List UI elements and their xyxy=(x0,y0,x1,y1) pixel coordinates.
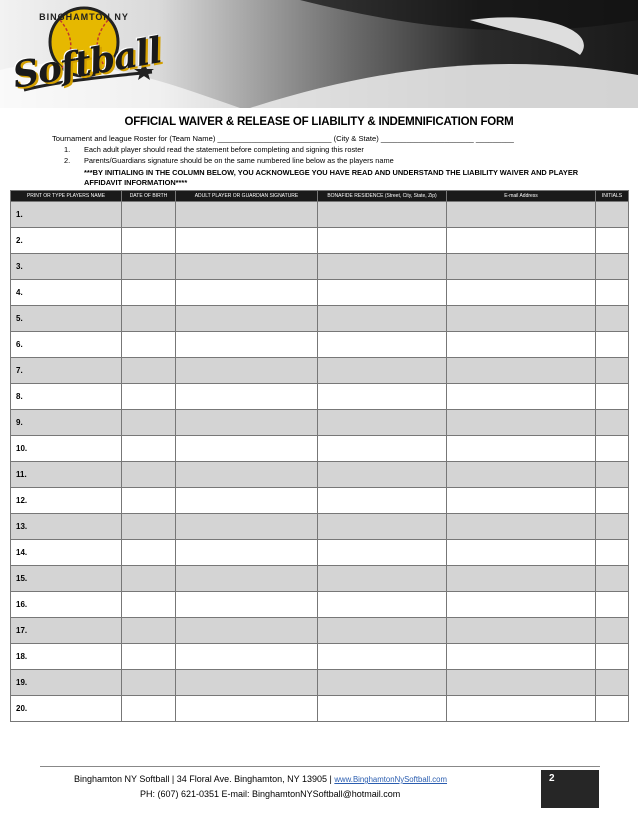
email-cell[interactable] xyxy=(447,670,596,696)
residence-cell[interactable] xyxy=(318,436,447,462)
residence-cell[interactable] xyxy=(318,332,447,358)
footer-contact: PH: (607) 621-0351 E-mail: BinghamtonNYSoftball@hotmail.com xyxy=(140,789,401,799)
table-row xyxy=(11,670,629,696)
residence-cell[interactable] xyxy=(318,306,447,332)
signature-cell[interactable] xyxy=(176,696,318,722)
logo-arc-text: BINGHAMTON NY xyxy=(39,12,129,22)
initials-cell[interactable] xyxy=(596,358,629,384)
signature-cell[interactable] xyxy=(176,592,318,618)
residence-cell[interactable] xyxy=(318,384,447,410)
initials-cell[interactable] xyxy=(596,618,629,644)
email-cell[interactable] xyxy=(447,254,596,280)
residence-cell[interactable] xyxy=(318,514,447,540)
dob-cell[interactable] xyxy=(122,254,176,280)
initials-cell[interactable] xyxy=(596,436,629,462)
name-cell[interactable]: 2. xyxy=(11,228,122,254)
initials-cell[interactable] xyxy=(596,462,629,488)
footer-org-address: Binghamton NY Softball | 34 Floral Ave. Binghamton, NY 13905 | xyxy=(74,774,335,784)
table-row xyxy=(11,696,629,722)
dob-cell[interactable] xyxy=(122,644,176,670)
initials-cell[interactable] xyxy=(596,566,629,592)
email-cell[interactable] xyxy=(447,410,596,436)
table-row xyxy=(11,618,629,644)
website-link[interactable]: www.BinghamtonNySoftball.com xyxy=(334,775,448,784)
email-cell[interactable] xyxy=(447,618,596,644)
signature-cell[interactable] xyxy=(176,618,318,644)
name-cell[interactable]: 7. xyxy=(11,358,122,384)
signature-cell[interactable] xyxy=(176,540,318,566)
initials-cell[interactable] xyxy=(596,202,629,228)
table-row xyxy=(11,592,629,618)
email-cell[interactable] xyxy=(447,436,596,462)
name-cell[interactable]: 19. xyxy=(11,670,122,696)
table-row xyxy=(11,280,629,306)
instruction-item xyxy=(64,156,394,165)
footer-divider xyxy=(40,766,600,767)
dob-cell[interactable] xyxy=(122,670,176,696)
dob-cell[interactable] xyxy=(122,202,176,228)
signature-cell[interactable] xyxy=(176,644,318,670)
email-cell[interactable] xyxy=(447,332,596,358)
footer-address xyxy=(74,774,447,784)
residence-cell[interactable] xyxy=(318,254,447,280)
dob-cell[interactable] xyxy=(122,566,176,592)
signature-cell[interactable] xyxy=(176,670,318,696)
page-number: 2 xyxy=(541,770,599,808)
initials-cell[interactable] xyxy=(596,670,629,696)
residence-cell[interactable] xyxy=(318,488,447,514)
dob-cell[interactable] xyxy=(122,306,176,332)
name-cell[interactable]: 10. xyxy=(11,436,122,462)
table-header-row xyxy=(11,191,629,202)
signature-cell[interactable] xyxy=(176,280,318,306)
table-row xyxy=(11,228,629,254)
signature-cell[interactable] xyxy=(176,514,318,540)
initials-cell[interactable] xyxy=(596,254,629,280)
residence-cell[interactable] xyxy=(318,540,447,566)
signature-cell[interactable] xyxy=(176,410,318,436)
residence-cell[interactable] xyxy=(318,228,447,254)
signature-cell[interactable] xyxy=(176,332,318,358)
residence-cell[interactable] xyxy=(318,358,447,384)
email-cell[interactable] xyxy=(447,592,596,618)
table-row xyxy=(11,644,629,670)
residence-cell[interactable] xyxy=(318,696,447,722)
dob-cell[interactable] xyxy=(122,410,176,436)
table-row xyxy=(11,436,629,462)
name-cell[interactable]: 18. xyxy=(11,644,122,670)
softball-logo xyxy=(4,2,165,106)
table-row xyxy=(11,306,629,332)
name-cell[interactable]: 20. xyxy=(11,696,122,722)
email-cell[interactable] xyxy=(447,384,596,410)
name-cell[interactable]: 1. xyxy=(11,202,122,228)
initials-cell[interactable] xyxy=(596,488,629,514)
column-header-email: E-mail Address xyxy=(447,191,596,202)
column-header-initials: INITIALS xyxy=(596,191,629,202)
initials-cell[interactable] xyxy=(596,280,629,306)
table-row xyxy=(11,540,629,566)
signature-cell[interactable] xyxy=(176,254,318,280)
dob-cell[interactable] xyxy=(122,358,176,384)
table-row xyxy=(11,462,629,488)
residence-cell[interactable] xyxy=(318,280,447,306)
name-cell[interactable]: 14. xyxy=(11,540,122,566)
dob-cell[interactable] xyxy=(122,514,176,540)
column-header-signature: ADULT PLAYER OR GUARDIAN SIGNATURE xyxy=(176,191,318,202)
column-header-residence: BONAFIDE RESIDENCE (Street, City, State, Zip) xyxy=(318,191,447,202)
residence-cell[interactable] xyxy=(318,462,447,488)
logo-script-text: Softball xyxy=(9,29,165,97)
instruction-item xyxy=(64,145,364,154)
roster-table xyxy=(10,190,629,722)
column-header-name: PRINT OR TYPE PLAYERS NAME xyxy=(11,191,122,202)
dob-cell[interactable] xyxy=(122,462,176,488)
acknowledgement-text: ***BY INITIALING IN THE COLUMN BELOW, YOU ACKNOWLEGE YOU HAVE READ AND UNDERSTAND THE LIABILITY WAIVER AND PLAYER AFFIDAVIT INFORMATION**** xyxy=(84,168,579,187)
table-row xyxy=(11,358,629,384)
name-cell[interactable]: 16. xyxy=(11,592,122,618)
name-cell[interactable]: 4. xyxy=(11,280,122,306)
initials-cell[interactable] xyxy=(596,228,629,254)
residence-cell[interactable] xyxy=(318,644,447,670)
initials-cell[interactable] xyxy=(596,384,629,410)
signature-cell[interactable] xyxy=(176,202,318,228)
email-cell[interactable] xyxy=(447,566,596,592)
dob-cell[interactable] xyxy=(122,280,176,306)
email-cell[interactable] xyxy=(447,358,596,384)
roster-team-line: Tournament and league Roster for (Team Name) ___________________________ (City & State) ______________________ _________ xyxy=(52,134,514,143)
dob-cell[interactable] xyxy=(122,540,176,566)
table-row xyxy=(11,514,629,540)
name-cell[interactable]: 15. xyxy=(11,566,122,592)
signature-cell[interactable] xyxy=(176,436,318,462)
dob-cell[interactable] xyxy=(122,332,176,358)
name-cell[interactable]: 6. xyxy=(11,332,122,358)
name-cell[interactable]: 9. xyxy=(11,410,122,436)
instruction-number: 2. xyxy=(64,156,71,165)
name-cell[interactable]: 13. xyxy=(11,514,122,540)
initials-cell[interactable] xyxy=(596,410,629,436)
header-banner xyxy=(0,0,638,108)
table-row xyxy=(11,566,629,592)
instruction-text: Each adult player should read the statement before completing and signing this roster xyxy=(84,145,364,154)
signature-cell[interactable] xyxy=(176,358,318,384)
name-cell[interactable]: 11. xyxy=(11,462,122,488)
signature-cell[interactable] xyxy=(176,566,318,592)
table-row xyxy=(11,488,629,514)
column-header-dob: DATE OF BIRTH xyxy=(122,191,176,202)
initials-cell[interactable] xyxy=(596,540,629,566)
instruction-number: 1. xyxy=(64,145,71,154)
initials-cell[interactable] xyxy=(596,332,629,358)
email-cell[interactable] xyxy=(447,202,596,228)
residence-cell[interactable] xyxy=(318,202,447,228)
instruction-text: Parents/Guardians signature should be on the same numbered line below as the players name xyxy=(84,156,394,165)
email-cell[interactable] xyxy=(447,462,596,488)
residence-cell[interactable] xyxy=(318,618,447,644)
table-row xyxy=(11,202,629,228)
email-cell[interactable] xyxy=(447,540,596,566)
initials-cell[interactable] xyxy=(596,644,629,670)
name-cell[interactable]: 3. xyxy=(11,254,122,280)
residence-cell[interactable] xyxy=(318,566,447,592)
initials-cell[interactable] xyxy=(596,306,629,332)
dob-cell[interactable] xyxy=(122,592,176,618)
table-row xyxy=(11,384,629,410)
signature-cell[interactable] xyxy=(176,384,318,410)
email-cell[interactable] xyxy=(447,280,596,306)
signature-cell[interactable] xyxy=(176,462,318,488)
table-row xyxy=(11,332,629,358)
form-title: OFFICIAL WAIVER & RELEASE OF LIABILITY & INDEMNIFICATION FORM xyxy=(124,116,514,128)
signature-cell[interactable] xyxy=(176,488,318,514)
email-cell[interactable] xyxy=(447,644,596,670)
initials-cell[interactable] xyxy=(596,514,629,540)
name-cell[interactable]: 12. xyxy=(11,488,122,514)
email-cell[interactable] xyxy=(447,514,596,540)
signature-cell[interactable] xyxy=(176,306,318,332)
email-cell[interactable] xyxy=(447,696,596,722)
initials-cell[interactable] xyxy=(596,592,629,618)
residence-cell[interactable] xyxy=(318,670,447,696)
email-cell[interactable] xyxy=(447,306,596,332)
residence-cell[interactable] xyxy=(318,592,447,618)
dob-cell[interactable] xyxy=(122,488,176,514)
table-row xyxy=(11,410,629,436)
dob-cell[interactable] xyxy=(122,384,176,410)
signature-cell[interactable] xyxy=(176,228,318,254)
name-cell[interactable]: 5. xyxy=(11,306,122,332)
email-cell[interactable] xyxy=(447,228,596,254)
table-row xyxy=(11,254,629,280)
name-cell[interactable]: 8. xyxy=(11,384,122,410)
initials-cell[interactable] xyxy=(596,696,629,722)
dob-cell[interactable] xyxy=(122,618,176,644)
dob-cell[interactable] xyxy=(122,436,176,462)
dob-cell[interactable] xyxy=(122,228,176,254)
dob-cell[interactable] xyxy=(122,696,176,722)
email-cell[interactable] xyxy=(447,488,596,514)
residence-cell[interactable] xyxy=(318,410,447,436)
name-cell[interactable]: 17. xyxy=(11,618,122,644)
